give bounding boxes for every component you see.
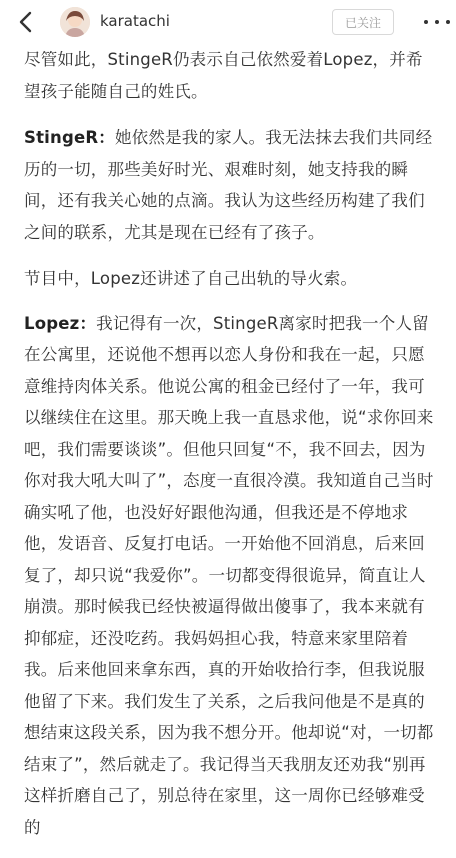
- chevron-left-icon: [18, 11, 32, 33]
- avatar-image: [60, 7, 90, 37]
- more-dots-icon: [435, 20, 439, 24]
- paragraph: 尽管如此，StingeR仍表示自己依然爱着Lopez，并希望孩子能随自己的姓氏。: [24, 50, 423, 101]
- more-dots-icon: [424, 20, 428, 24]
- username[interactable]: karatachi: [100, 12, 170, 30]
- quote-paragraph: [24, 308, 438, 844]
- more-button[interactable]: [424, 14, 450, 30]
- more-dots-icon: [446, 20, 450, 24]
- speaker-label: Lopez：: [24, 313, 97, 333]
- back-button[interactable]: [14, 10, 36, 34]
- follow-button[interactable]: 已关注: [332, 9, 394, 35]
- quote-paragraph: [24, 122, 438, 248]
- avatar[interactable]: [60, 7, 90, 37]
- quote-text: 她依然是我的家人。我无法抹去我们共同经历的一切，那些美好时光、艰难时刻，她支持我的瞬间，还有我关心她的点滴。我认为这些经历构建了我们之间的联系，尤其是现在已经有了孩子。: [24, 128, 433, 242]
- top-bar: [0, 0, 456, 44]
- speaker-label: StingeR：: [24, 128, 115, 147]
- paragraph: 节目中，Lopez还讲述了自己出轨的导火索。: [24, 269, 358, 288]
- article-body: [24, 44, 438, 858]
- quote-text: 我记得有一次，StingeR离家时把我一个人留在公寓里，还说他不想再以恋人身份和我在一起，只愿意维持肉体关系。他说公寓的租金已经付了一年，我可以继续住在这里。那天晚上我一直恳求他，说“求你回来吧，我们需要谈谈”。但他只回复“不，我不回去，因为你对我大吼大叫了”，态度一直很冷漠。我知道自己当时确实吼了他，也没好好跟他沟通，但我还是不停地求他，发语音、反复打电话。一开始他不回消息，后来回复了，却只说“我爱你”。一切都变得很诡异，简直让人崩溃。那时候我已经快被逼得做出傻事了，我本来就有抑郁症，还没吃药。我妈妈担心我，特意来家里陪着我。后来他回来拿东西，真的开始收拾行李，但我说服他留了下来。我们发生了关系，之后我问他是不是真的想结束这段关系，因为我不想分开。他却说“对，一切都结束了”，然后就走了。我记得当天我朋友还劝我“别再这样折磨自己了，别总待在家里，这一周你已经够难受的: [24, 313, 434, 837]
